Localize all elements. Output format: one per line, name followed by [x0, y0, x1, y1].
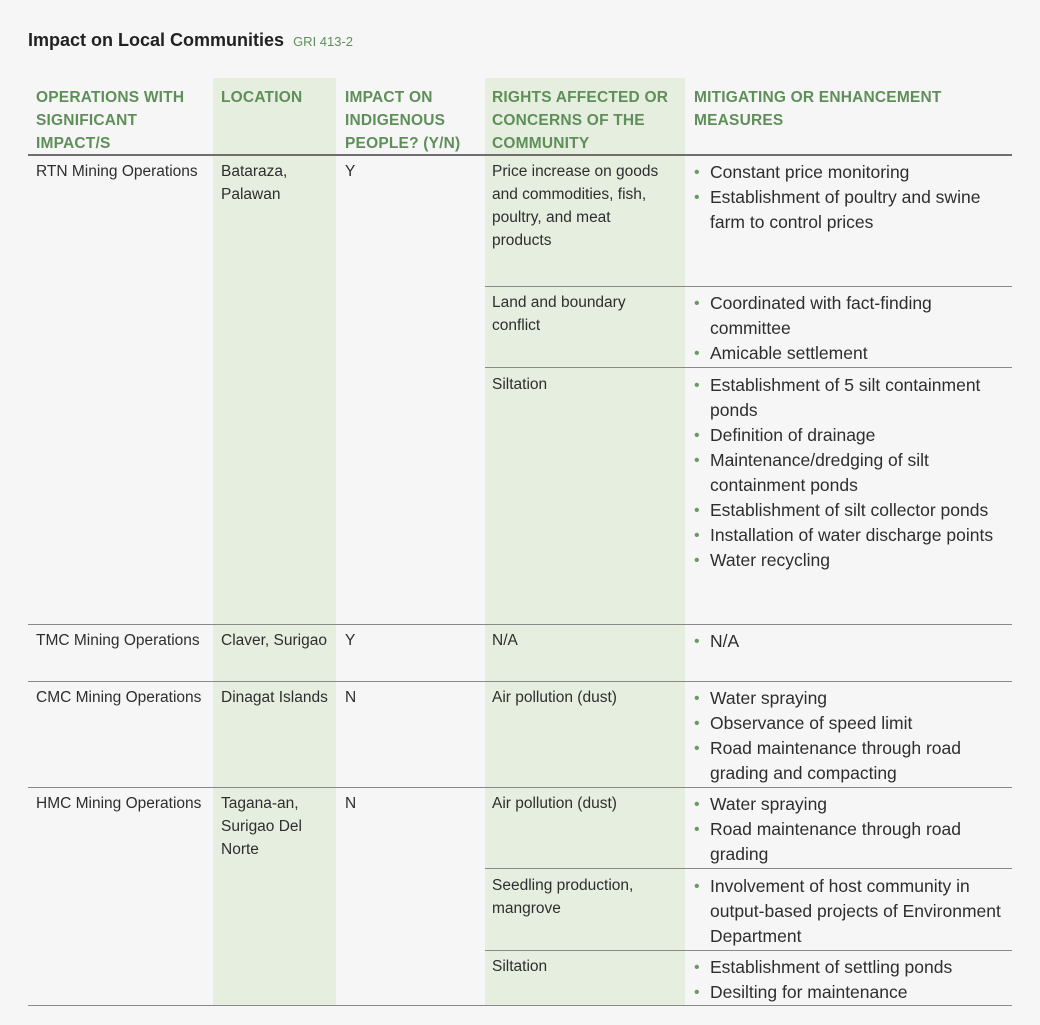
- measures-list: [692, 792, 1012, 867]
- measures-list: [692, 291, 1012, 366]
- measure-item: • Definition of drainage: [692, 423, 1012, 448]
- measure-item: • Road maintenance through road grading: [692, 817, 1012, 867]
- location-column-shade: [213, 78, 336, 1006]
- measure-item: • Water recycling: [692, 548, 1012, 573]
- concern-cell: Siltation: [492, 376, 548, 393]
- header-operations: OPERATIONS WITH SIGNIFICANT IMPACT/S: [36, 89, 185, 152]
- row-divider: [485, 950, 1012, 951]
- header-mitigating: MITIGATING OR ENHANCEMENT MEASURES: [694, 89, 942, 129]
- measure-item: • Water spraying: [692, 686, 1012, 711]
- concern-cell: Land and boundary conflict: [492, 294, 626, 334]
- measure-item: • Establishment of silt collector ponds: [692, 498, 1012, 523]
- operation-cell: CMC Mining Operations: [36, 689, 202, 706]
- indigenous-cell: N: [345, 795, 357, 812]
- measure-item: • Water spraying: [692, 792, 1012, 817]
- operation-cell: HMC Mining Operations: [36, 795, 202, 812]
- measure-item: • Amicable settlement: [692, 341, 1012, 366]
- header-location: LOCATION: [221, 89, 303, 106]
- measures-list: [692, 629, 1012, 654]
- measure-item: • Installation of water discharge points: [692, 523, 1012, 548]
- location-cell: Bataraza, Palawan: [221, 163, 288, 203]
- measures-list: [692, 686, 1012, 786]
- table-bottom-border: [28, 1005, 1012, 1006]
- row-divider: [28, 624, 1012, 625]
- header-indigenous: IMPACT ON INDIGENOUS PEOPLE? (Y/N): [345, 89, 461, 152]
- location-cell: Claver, Surigao: [221, 632, 327, 649]
- measure-item: • Road maintenance through road grading and compacting: [692, 736, 1012, 786]
- concern-cell: Siltation: [492, 958, 548, 975]
- measures-list: [692, 160, 1012, 235]
- concern-cell: N/A: [492, 632, 518, 649]
- concern-cell: Air pollution (dust): [492, 795, 617, 812]
- measure-item: • Establishment of settling ponds: [692, 955, 1012, 980]
- indigenous-cell: Y: [345, 163, 356, 180]
- location-cell: Tagana-an, Surigao Del Norte: [221, 795, 302, 858]
- indigenous-cell: N: [345, 689, 357, 706]
- measure-item: • Desilting for maintenance: [692, 980, 1012, 1005]
- row-divider: [485, 286, 1012, 287]
- gri-code: GRI 413-2: [293, 34, 354, 49]
- header-divider: [28, 154, 1012, 156]
- communities-table: [28, 78, 1012, 1006]
- measure-item: • Involvement of host community in output-based projects of Environment Department: [692, 874, 1012, 949]
- measures-list: [692, 955, 1012, 1005]
- location-cell: Dinagat Islands: [221, 689, 328, 706]
- concern-cell: Seedling production, mangrove: [492, 877, 634, 917]
- measure-item: • Establishment of 5 silt containment ponds: [692, 373, 1012, 423]
- measures-list: [692, 874, 1012, 949]
- row-divider: [28, 787, 1012, 788]
- measure-item: • Coordinated with fact-finding committee: [692, 291, 1012, 341]
- measure-item: • Maintenance/dredging of silt containment ponds: [692, 448, 1012, 498]
- indigenous-cell: Y: [345, 632, 356, 649]
- concern-cell: Air pollution (dust): [492, 689, 617, 706]
- measure-item: • Observance of speed limit: [692, 711, 1012, 736]
- header-rights: RIGHTS AFFECTED OR CONCERNS OF THE COMMUNITY: [492, 89, 669, 152]
- title-text: Impact on Local Communities: [28, 30, 285, 50]
- row-divider: [28, 681, 1012, 682]
- measure-item: • Constant price monitoring: [692, 160, 1012, 185]
- measure-item: • N/A: [692, 629, 1012, 654]
- measures-list: [692, 373, 1012, 573]
- measure-item: • Establishment of poultry and swine farm to control prices: [692, 185, 1012, 235]
- row-divider: [485, 367, 1012, 368]
- operation-cell: TMC Mining Operations: [36, 632, 200, 649]
- row-divider: [485, 868, 1012, 869]
- concern-cell: Price increase on goods and commodities, fish, poultry, and meat products: [492, 163, 659, 249]
- operation-cell: RTN Mining Operations: [36, 163, 198, 180]
- page-title: [28, 30, 353, 51]
